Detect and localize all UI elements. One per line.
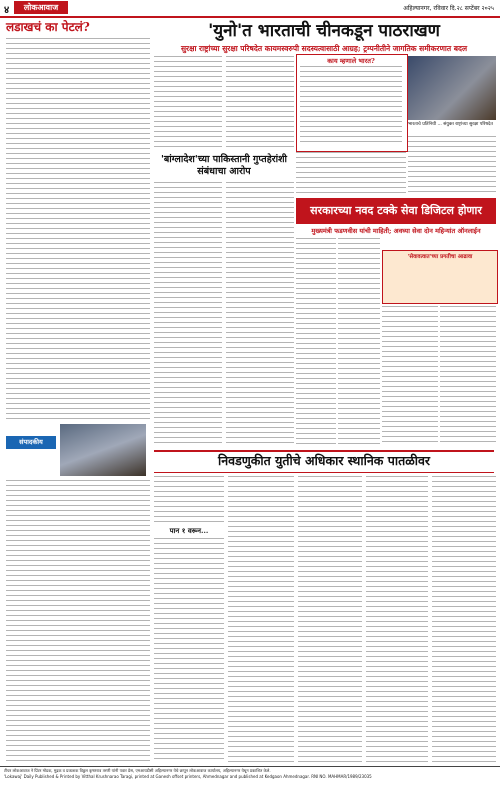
election-col1 xyxy=(154,476,224,522)
digital-services-col2 xyxy=(338,238,380,444)
main-story-col1 xyxy=(154,56,222,150)
imprint-text xyxy=(4,768,496,780)
left-story-headline: लडाखचं का पेटलं? xyxy=(6,20,90,34)
main-headline: 'युनो'त भारताची चीनकडून पाठराखण xyxy=(208,21,440,41)
imprint-line-1: टीचर लोकआवाज ने प्रिंटर मोडक, मुद्रक व प्रकाशक विठ्ठल कृष्णराव तरणी यांनी पवार प्रेस, एमआयडीसी अहिल्यानगर येथे छापून लोकआवाज कार्यालय, अहिल्यानगर येथून प्रकाशित केले. xyxy=(4,768,271,773)
editorial-body xyxy=(6,480,150,762)
what-india-said-body xyxy=(300,66,402,146)
digital-services-subheadline: मुख्यमंत्री फडणवीस यांची माहिती; अवघ्या सेवा दोन महिन्यांत ऑनलाईन xyxy=(311,227,481,235)
un-security-council-photo xyxy=(408,56,496,120)
main-subheadline: सुरक्षा राष्ट्रांच्या सुरक्षा परिषदेत कायमस्वरुपी सदस्यत्वासाठी आग्रह; ट्रम्पनीतीने जागतिक समीकरणात बदल xyxy=(180,44,468,53)
election-col4 xyxy=(366,476,428,762)
editorial-badge: संपादकीय xyxy=(6,436,56,449)
dateline: अहिल्यानगर, रविवार दि.२८ सप्टेंबर २०२५ xyxy=(403,5,494,12)
election-col3 xyxy=(298,476,362,762)
digital-services-col1 xyxy=(296,238,336,444)
continued-label: पान १ वरून... xyxy=(169,526,209,535)
page-number: ४ xyxy=(4,5,10,16)
editorial-photo xyxy=(60,424,146,476)
newspaper-logo: लोकआवाज xyxy=(14,1,68,14)
progress-review-title: 'सेवावत्वात'च्या प्रगतीचा आढावा xyxy=(407,254,473,260)
imprint-line-2: 'Lokawaj' Daily Published & Printed by Vitthal Krushnarao Taragi, printed at Ganesh offset printers, Ahmednagar and published at Kedgaon Ahmednagar. RNI NO. MAHMAR/1989/23035 xyxy=(4,774,372,779)
main-story-col3 xyxy=(408,136,496,194)
continued-body xyxy=(154,538,224,762)
digital-services-col3 xyxy=(382,306,438,444)
main-story-col2 xyxy=(226,56,294,150)
second-story-body-2 xyxy=(226,182,294,444)
left-story-body xyxy=(6,38,150,422)
photo-caption: भारताचे प्रतिनिधी ... संयुक्त राष्ट्रांच्या सुरक्षा परिषदेत xyxy=(408,122,493,127)
progress-review-box xyxy=(382,250,498,304)
election-col5 xyxy=(432,476,496,762)
second-story-headline: 'बांग्लादेश'च्या पाकिस्तानी गुप्तहेरांशी संबंधाचा आरोप xyxy=(160,154,288,177)
second-story-body-1 xyxy=(154,182,222,444)
digital-services-col4 xyxy=(440,306,496,444)
election-col2 xyxy=(228,476,294,762)
main-story-continued xyxy=(296,152,406,194)
election-headline: निवडणुकीत युतीचे अधिकार स्थानिक पातळीवर xyxy=(217,453,431,468)
digital-services-headline: सरकारच्या नवद टक्के सेवा डिजिटल होणार xyxy=(296,198,496,224)
what-india-said-title: काय म्हणाले भारत? xyxy=(327,57,375,65)
